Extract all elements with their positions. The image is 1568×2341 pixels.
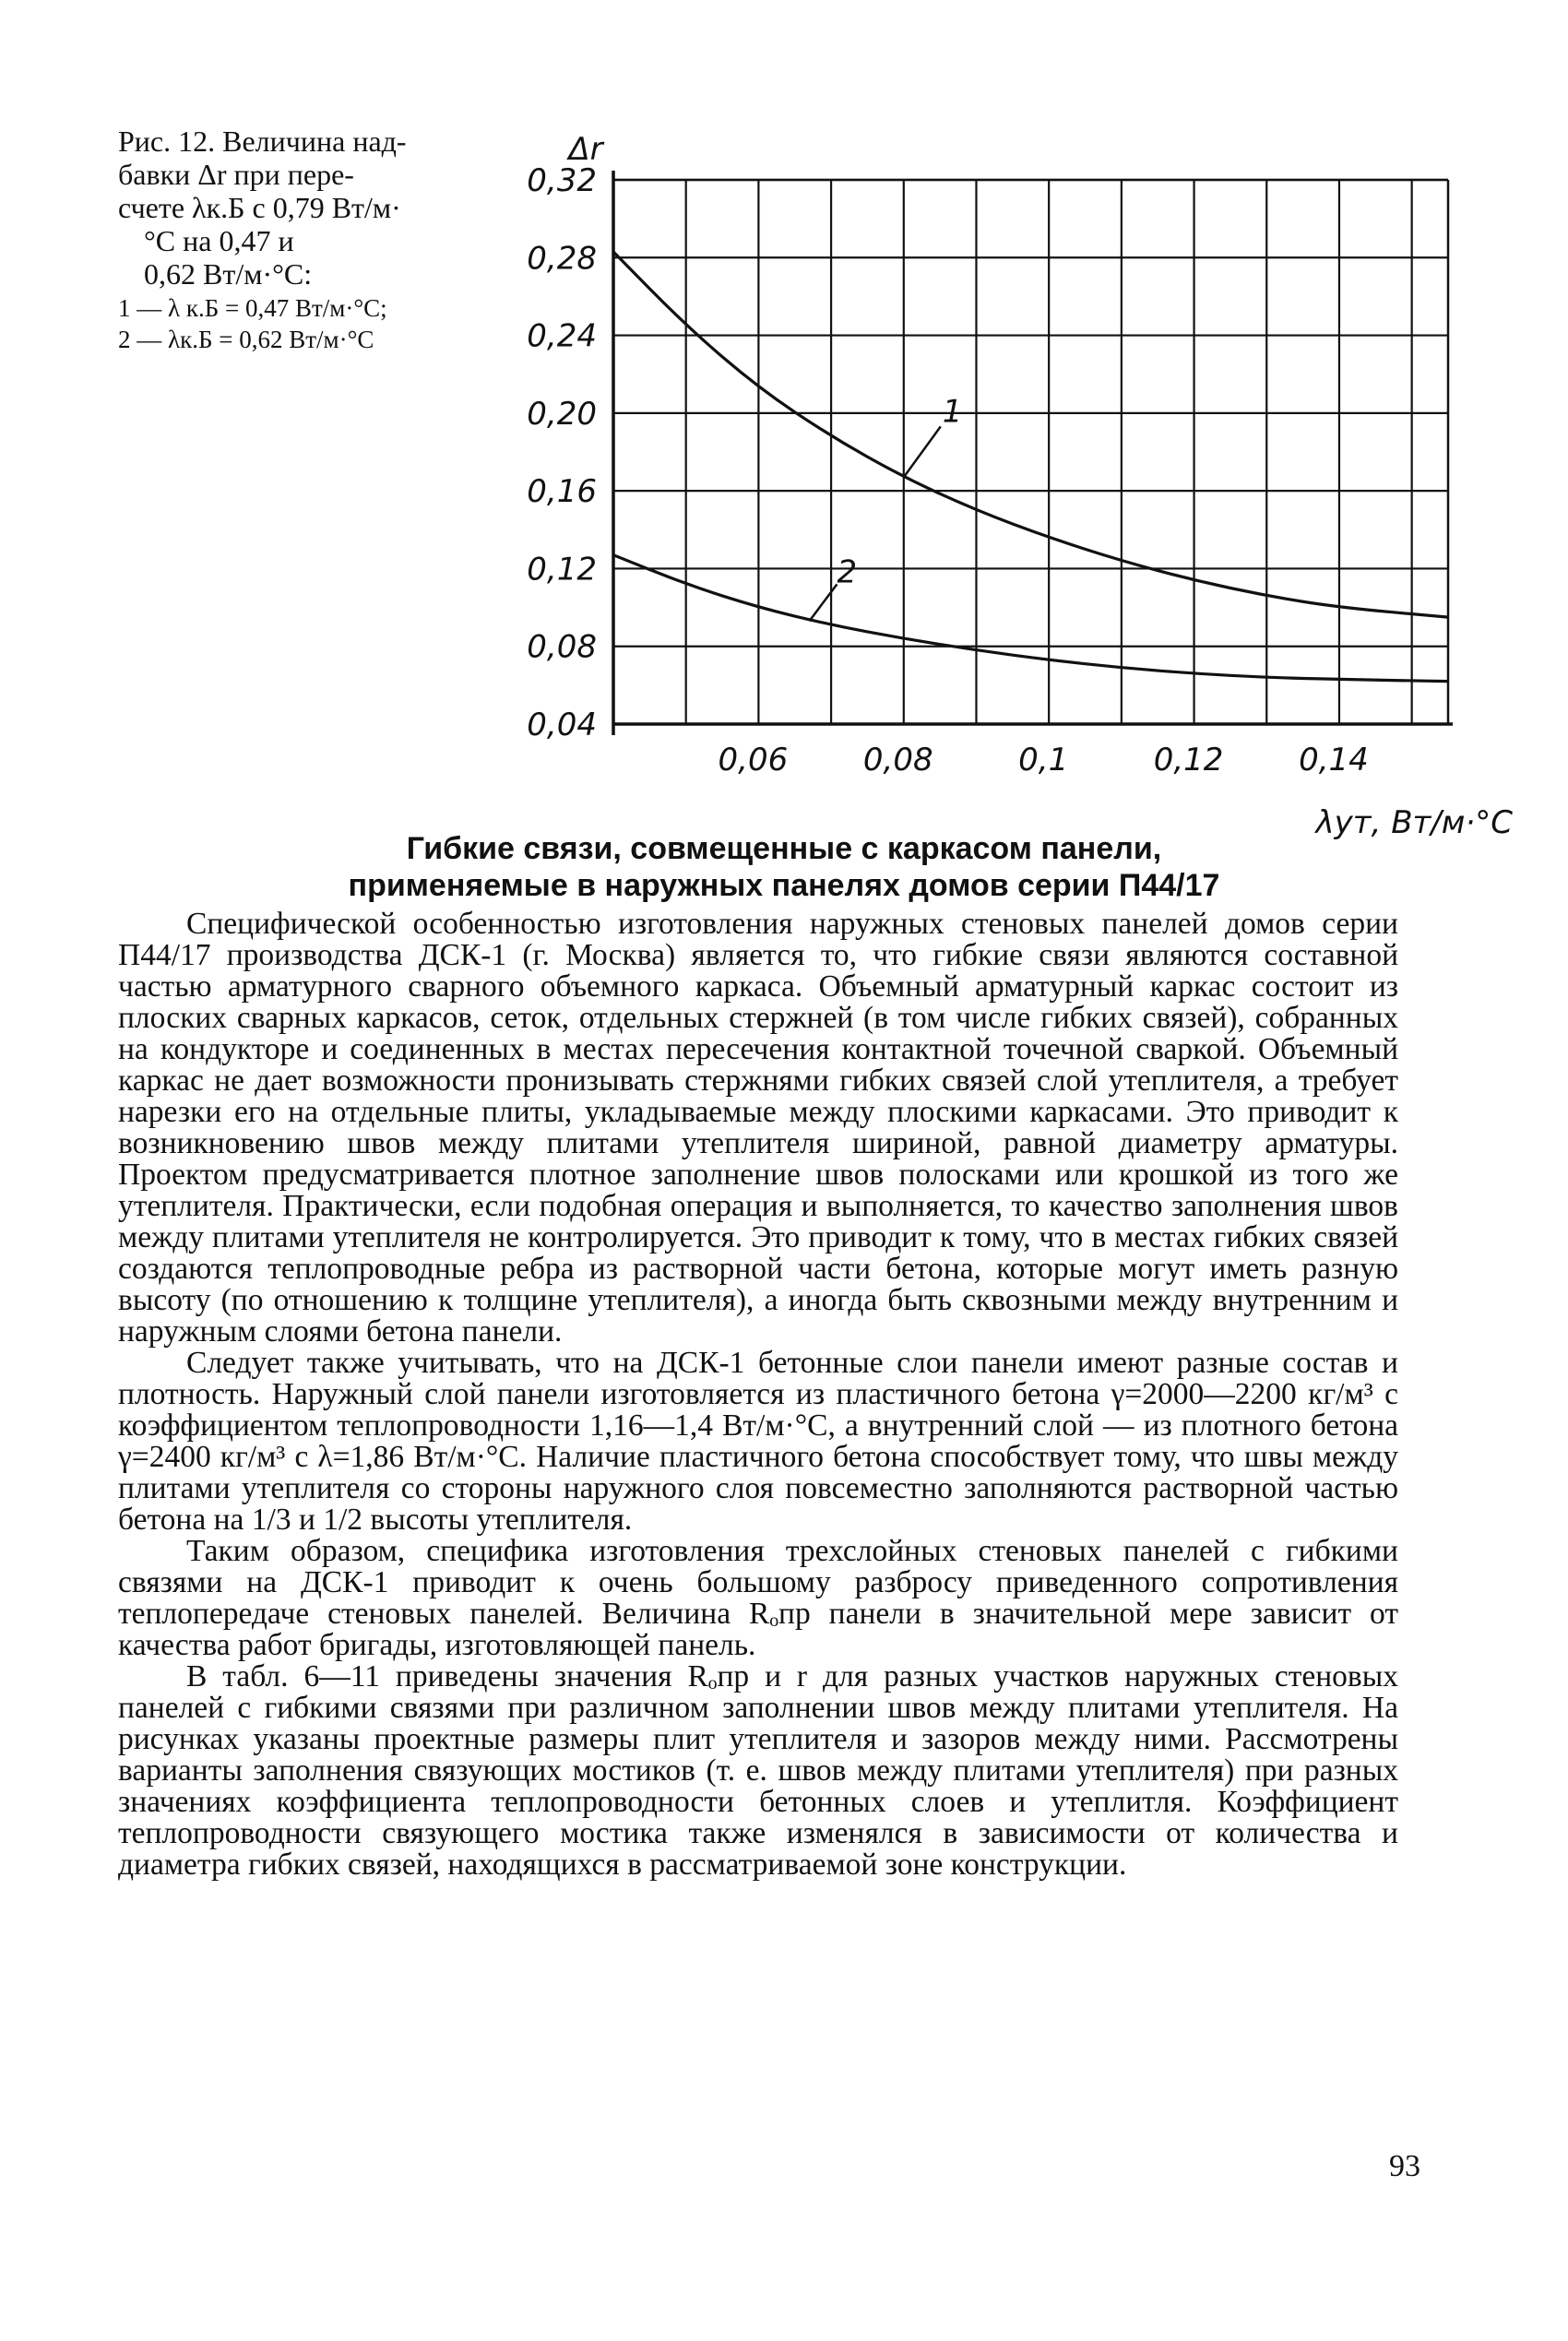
chart-series (613, 252, 1448, 682)
caption-line: счете λк.Б с 0,79 Вт/м· (118, 191, 401, 224)
caption-line: °С на 0,47 и (144, 224, 294, 257)
x-tick-label: 0,12 (1153, 742, 1224, 778)
series-callout-2 (809, 584, 837, 621)
x-axis-label: λут, Вт/м·°С (1315, 804, 1513, 841)
x-tick-label: 0,1 (1018, 742, 1069, 778)
series-callout-1 (904, 426, 941, 477)
page-number: 93 (1389, 2149, 1420, 2183)
caption-line: Рис. 12. Величина над- (118, 125, 407, 158)
paragraph: Специфической особенностью изготовления наружных стеновых панелей домов серии П44/17 производства ДСК-1 (г. Москва) является то, что гибкие связи являются составной частью арматурного сварного объемного каркаса. Объемный арматурный каркас состоит из плоских сварных каркасов, сеток, отдельных стержней (в том числе гибких связей), собранных на кондукторе и соединенных в местах пересечения контактной точечной сваркой. Объемный каркас не дает возможности пронизывать стержнями гибких связей слой утеплителя, а требует нарезки его на отдельные плиты, укладываемые между плоскими каркасами. Это приводит к возникновению швов между плитами утеплителя шириной, равной диаметру арматуры. Проектом предусматривается плотное заполнение швов полосками или крошкой из того же утеплителя. Практически, если подобная операция и выполняется, то качество заполнения швов между плитами утеплителя не контролируется. Это приводит к тому, что в местах гибких связей создаются теплопроводные ребра из растворной части бетона, которые могут иметь разную высоту (по отношению к толщине утеплителя), а иногда быть сквозными между внутренним и наружным слоями бетона панели. (118, 907, 1398, 1349)
y-tick-label: 0,20 (527, 395, 597, 433)
y-tick-label: 0,16 (527, 473, 597, 511)
x-tick-label: 0,08 (862, 742, 933, 778)
legend-entry-1: 1 — λ к.Б = 0,47 Вт/м·°С; (118, 294, 387, 322)
section-title-line: применяемые в наружных панелях домов серии П44/17 (348, 868, 1220, 903)
series-curve-2 (613, 555, 1448, 682)
paragraph: В табл. 6—11 приведены значения Rₒпр и r для разных участков наружных стеновых панелей с гибкими связями при различном заполнении швов между плитами утеплителя. На рисунках указаны проектные размеры плит утеплителя и зазоров между ними. Рассмотрены варианты заполнения связующих мостиков (т. е. швов между плитами утеплителя) при разных значениях коэффициента теплопроводности бетонных слоев и утеплитля. Коэффициент теплопроводности связующего мостика также изменялся в зависимости от количества и диаметра гибких связей, находящихся в рассматриваемой зоне конструкции. (118, 1659, 1398, 1882)
chart-grid (613, 180, 1448, 724)
x-tick-label: 0,14 (1299, 742, 1369, 778)
chart-labels (527, 131, 1513, 841)
y-tick-label: 0,24 (527, 317, 597, 355)
y-tick-label: 0,12 (527, 551, 597, 588)
y-axis-label: Δr (568, 131, 603, 168)
x-tick-label: 0,06 (718, 742, 789, 778)
chart-axes (613, 171, 1453, 735)
paragraph: Следует также учитывать, что на ДСК-1 бетонные слои панели имеют разные состав и плотность. Наружный слой панели изготовляется из пластичного бетона γ=2000—2200 кг/м³ с коэффициентом теплопроводности 1,16—1,4 Вт/м·°С, а внутренний слой — из плотного бетона γ=2400 кг/м³ с λ=1,86 Вт/м·°С. Наличие пластичного бетона способствует тому, что швы между плитами утеплителя со стороны наружного слоя повсеместно заполняются растворной частью бетона на 1/3 и 1/2 высоты утеплителя. (118, 1346, 1398, 1537)
y-tick-label: 0,04 (527, 707, 597, 743)
y-tick-label: 0,32 (527, 162, 597, 199)
series-label-1: 1 (942, 393, 963, 431)
y-tick-label: 0,28 (527, 240, 597, 278)
y-tick-label: 0,08 (527, 628, 597, 666)
figure-legend (118, 292, 469, 355)
series-curve-1 (613, 252, 1448, 617)
series-label-2: 2 (837, 553, 858, 591)
caption-line: 0,62 Вт/м·°С: (144, 257, 313, 291)
paragraph: Таким образом, специфика изготовления трехслойных стеновых панелей с гибкими связями на ДСК-1 приводит к очень большому разбросу приведенного сопротивления теплопередаче стеновых панелей. Величина Rₒпр панели в значительной мере зависит от качества работ бригады, изготовляющей панель. (118, 1534, 1398, 1662)
figure-caption (118, 125, 469, 355)
legend-entry-2: 2 — λк.Б = 0,62 Вт/м·°С (118, 326, 374, 353)
body-text (118, 909, 1398, 1881)
section-title (184, 830, 1384, 904)
section-title-line: Гибкие связи, совмещенные с каркасом панели, (406, 831, 1162, 866)
line-chart (517, 111, 1531, 841)
caption-line: бавки Δr при пере- (118, 158, 354, 191)
